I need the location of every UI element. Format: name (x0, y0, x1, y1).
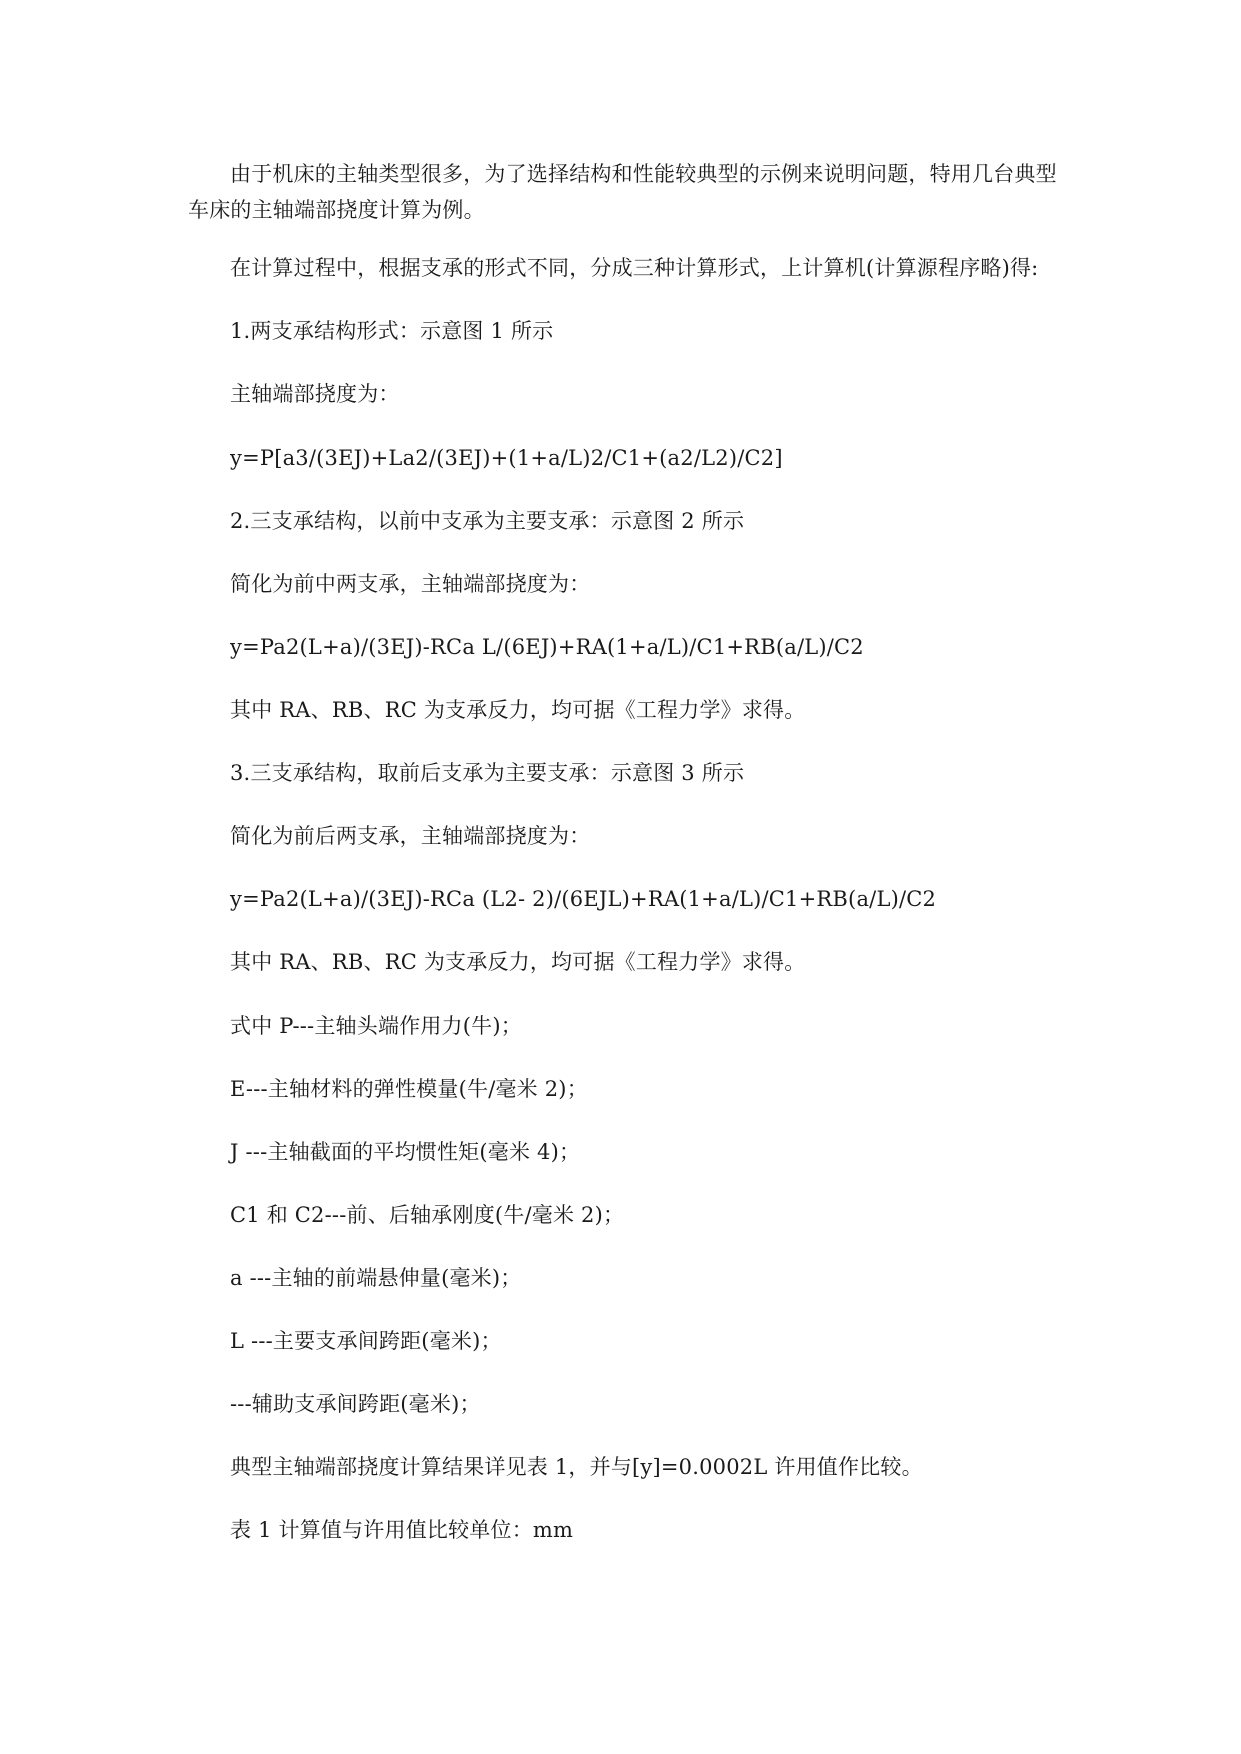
definition-j: J ---主轴截面的平均惯性矩(毫米 4)； (230, 1140, 581, 1164)
paragraph-case-1-title: 1.两支承结构形式：示意图 1 所示 (230, 319, 554, 343)
formula-case-2: y=Pa2(L+a)/(3EJ)-RCa L/(6EJ)+RA(1+a/L)/C1+RB(a/L)/C2 (230, 635, 864, 659)
paragraph-results: 典型主轴端部挠度计算结果详见表 1，并与[y]=0.0002L 许用值作比较。 (230, 1455, 923, 1479)
paragraph-case-1-label: 主轴端部挠度为： (230, 382, 400, 406)
definition-a: a ---主轴的前端悬伸量(毫米)； (230, 1266, 522, 1290)
paragraph-case-3-label: 简化为前后两支承，主轴端部挠度为： (230, 824, 591, 848)
formula-case-3: y=Pa2(L+a)/(3EJ)-RCa (L2- 2)/(6EJL)+RA(1+a/L)/C1+RB(a/L)/C2 (230, 887, 937, 911)
definition-c1-c2: C1 和 C2---前、后轴承刚度(牛/毫米 2)； (230, 1203, 625, 1227)
paragraph-case-3-note: 其中 RA、RB、RC 为支承反力，均可据《工程力学》求得。 (230, 950, 806, 974)
paragraph-case-3-title: 3.三支承结构，取前后支承为主要支承：示意图 3 所示 (230, 761, 745, 785)
formula-case-1: y=P[a3/(3EJ)+La2/(3EJ)+(1+a/L)2/C1+(a2/L2)/C2] (230, 446, 783, 470)
definition-e: E---主轴材料的弹性模量(牛/毫米 2)； (230, 1077, 588, 1101)
definition-aux-span: ---辅助支承间跨距(毫米)； (230, 1392, 481, 1416)
paragraph-calc-process: 在计算过程中，根据支承的形式不同，分成三种计算形式，上计算机(计算源程序略)得: (230, 256, 1039, 280)
paragraph-case-2-note: 其中 RA、RB、RC 为支承反力，均可据《工程力学》求得。 (230, 698, 806, 722)
definition-p: 式中 P---主轴头端作用力(牛)； (230, 1014, 522, 1038)
paragraph-intro: 由于机床的主轴类型很多，为了选择结构和性能较典型的示例来说明问题，特用几台典型车床的主轴端部挠度计算为例。 (188, 162, 1057, 222)
paragraph-case-2-title: 2.三支承结构，以前中支承为主要支承：示意图 2 所示 (230, 509, 745, 533)
paragraph-case-2-label: 简化为前中两支承，主轴端部挠度为： (230, 572, 591, 596)
definition-l: L ---主要支承间跨距(毫米)； (230, 1329, 502, 1353)
table-caption: 表 1 计算值与许用值比较单位：mm (230, 1518, 574, 1542)
